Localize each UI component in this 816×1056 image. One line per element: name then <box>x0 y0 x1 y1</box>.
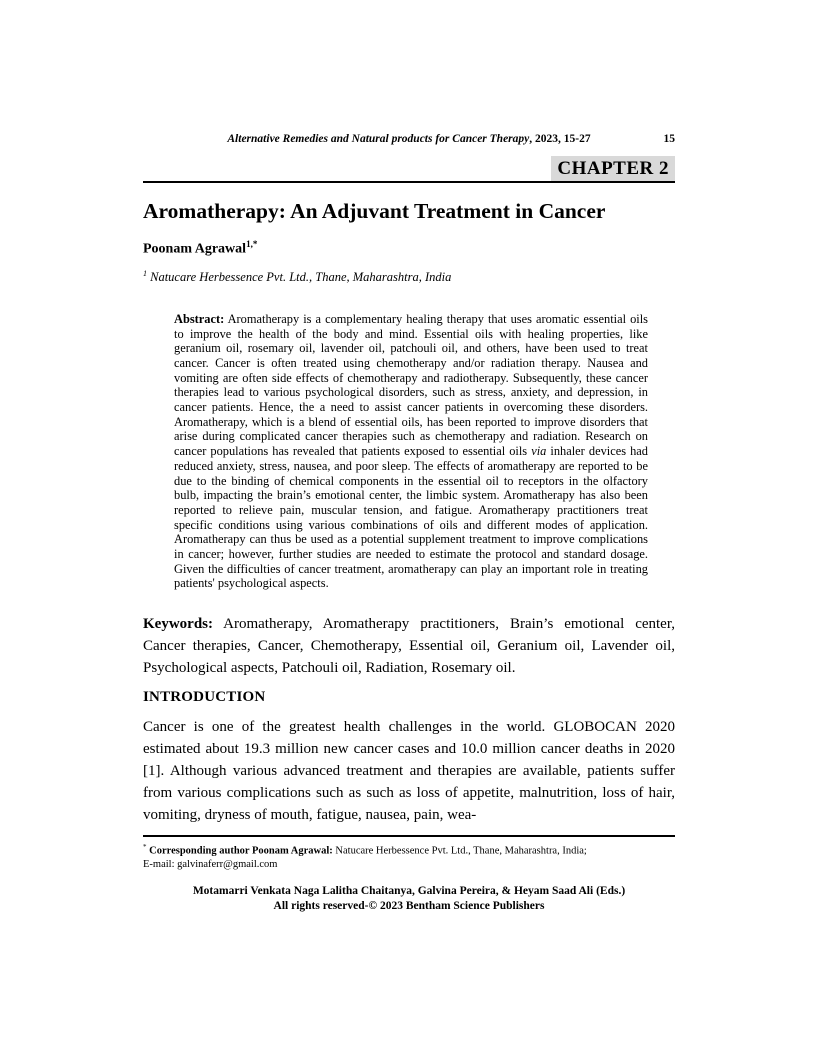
journal-title: Alternative Remedies and Natural products for Cancer Therapy <box>227 133 530 145</box>
page-number: 15 <box>663 133 675 145</box>
author-affiliation-marker: 1,* <box>246 239 258 249</box>
editors-line: Motamarri Venkata Naga Lalitha Chaitanya, Galvina Pereira, & Heyam Saad Ali (Eds.) <box>192 884 626 897</box>
author-name: Poonam Agrawal <box>143 241 247 257</box>
journal-citation-suffix: , 2023, 15-27 <box>529 133 591 145</box>
affiliation-line <box>143 266 675 285</box>
keywords-text: Aromatherapy, Aromatherapy practitioners, Brain’s emotional center, Cancer therapies, Cancer, Chemotherapy, Essential oil, Geranium oil, Lavender oil, Psychological aspects, Patchouli oil, Radiation, Rosemary oil. <box>143 616 675 677</box>
introduction-heading: INTRODUCTION <box>143 689 266 706</box>
introduction-paragraph: Cancer is one of the greatest health challenges in the world. GLOBOCAN 2020 estimated about 19.3 million new cancer cases and 10.0 million cancer deaths in 2020 [1]. Although various advanced treatment and therapies are available, patients suffer from various complications such as such as loss of appetite, malnutrition, loss of hair, vomiting, dryness of mouth, fatigue, nausea, pain, wea- <box>143 719 675 824</box>
chapter-badge: CHAPTER 2 <box>551 156 675 181</box>
keywords-paragraph <box>143 613 675 679</box>
publisher-footer <box>143 884 675 914</box>
author-line <box>143 236 675 258</box>
article-title: Aromatherapy: An Adjuvant Treatment in Cancer <box>143 199 606 223</box>
rights-line: All rights reserved-© 2023 Bentham Science Publishers <box>273 899 545 912</box>
abstract-label: Abstract: <box>174 311 225 326</box>
affiliation-text: Natucare Herbessence Pvt. Ltd., Thane, Maharashtra, India <box>147 269 452 284</box>
footnote-affiliation-text: Natucare Herbessence Pvt. Ltd., Thane, Maharashtra, India; <box>332 845 587 857</box>
abstract-body-before-via: Aromatherapy is a complementary healing therapy that uses aromatic essential oils to improve the health of the body and mind. Essential oils with healing properties, like geranium oil, rosemary oil, lavender oil, patchouli oil, and others, have been used to treat cancer. Cancer is often treated using chemotherapy and/or radiation therapy. Nausea and vomiting are often side effects of chemotherapy and radiotherapy. Subsequently, these cancer therapies lead to various psychological disorders, such as stress, anxiety, and depression, in cancer patients. Hence, the a need to assist cancer patients in overcoming these disorders. Aromatherapy, which is a blend of essential oils, has been reported to improve disorders that arise during complicated cancer therapies such as chemotherapy and radiation. Research on cancer populations has revealed that patients exposed to essential oils <box>174 311 648 459</box>
corresponding-author-footnote <box>143 835 675 872</box>
footnote-label: Corresponding author Poonam Agrawal: <box>146 845 333 857</box>
affiliation-marker: 1 <box>143 268 147 278</box>
chapter-banner-row <box>143 156 675 183</box>
page-content <box>143 132 675 914</box>
abstract-via-word: via <box>531 444 547 459</box>
running-header <box>143 132 675 146</box>
abstract-body-after-via: inhaler devices had reduced anxiety, stress, nausea, and poor sleep. The effects of aromatherapy are reported to be due to the binding of chemical components in the essential oil to receptors in the olfactory bulb, impacting the brain’s emotional center, the limbic system. Aromatherapy has also been reported to relieve pain, muscular tension, and fatigue. Aromatherapy practitioners treat specific conditions using various combinations of oils and different modes of application. Aromatherapy can thus be used as a potential supplement treatment to improve complications in cancer; however, further studies are needed to estimate the protocol and standard dosage. Given the difficulties of cancer treatment, aromatherapy can play an important role in treating patients' psychological aspects. <box>174 444 648 591</box>
keywords-label: Keywords: <box>143 616 213 633</box>
abstract-paragraph <box>174 312 648 591</box>
footnote-line-1 <box>143 841 675 858</box>
footnote-email-line: E-mail: galvinaferr@gmail.com <box>143 859 278 871</box>
footnote-asterisk: * <box>143 843 147 852</box>
